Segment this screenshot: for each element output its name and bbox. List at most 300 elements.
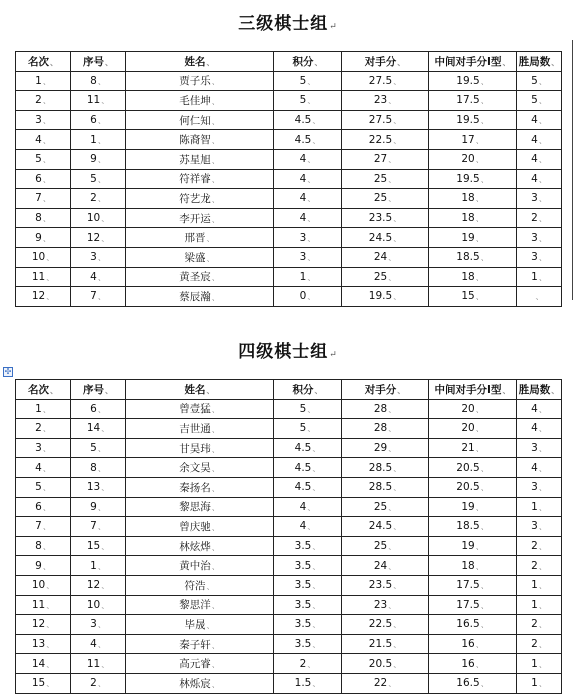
cell-mark: 、 [538, 135, 547, 145]
table-cell [342, 556, 429, 576]
table-cell [126, 458, 274, 478]
header-text: 姓名 [184, 383, 206, 396]
cell-mark: 、 [312, 135, 321, 145]
cell-mark: 、 [538, 404, 547, 414]
table-cell [429, 71, 517, 91]
cell-value: 25 [373, 500, 388, 513]
cell-value: 24 [373, 559, 388, 572]
cell-mark: 、 [97, 640, 106, 650]
cell-mark: 、 [307, 96, 316, 106]
cell-value: 1 [35, 402, 42, 415]
table-cell [71, 208, 126, 228]
cell-value: 27.5 [368, 74, 393, 87]
cell-mark: 、 [211, 483, 220, 493]
table-row [16, 615, 562, 635]
table-cell [517, 247, 562, 267]
table-cell [429, 634, 517, 654]
cell-value: 苏星旭 [179, 153, 211, 166]
table-move-handle-icon[interactable]: ✣ [4, 367, 12, 376]
cell-value: 3 [531, 481, 538, 494]
cell-mark: 、 [211, 405, 220, 415]
table-cell [342, 71, 429, 91]
header-row [16, 380, 562, 400]
table-cell [274, 208, 342, 228]
cell-value: 5 [299, 74, 307, 87]
cell-value: 黎思海 [179, 501, 211, 514]
table-cell [274, 169, 342, 189]
table-cell [342, 419, 429, 439]
table-cell [274, 110, 342, 130]
cell-value: 19 [461, 500, 475, 513]
cell-mark: 、 [42, 502, 51, 512]
cell-value: 5 [35, 481, 42, 494]
cell-value: 符艺龙 [179, 192, 211, 205]
table-cell [342, 673, 429, 693]
table-cell [342, 91, 429, 111]
cell-mark: 、 [307, 292, 316, 302]
cell-value: 4 [299, 212, 307, 225]
cell-mark: 、 [388, 561, 397, 571]
cell-value: 3 [35, 114, 42, 127]
table-cell [71, 91, 126, 111]
cell-mark: 、 [42, 522, 51, 532]
column-header [126, 380, 274, 400]
cell-mark: 、 [307, 253, 316, 263]
table-cell [16, 91, 71, 111]
cell-value: 1 [531, 500, 538, 513]
cell-mark: 、 [475, 272, 484, 282]
cell-value: 邢晋 [184, 232, 206, 245]
cell-mark: 、 [105, 57, 113, 67]
header-text: 名次 [28, 383, 49, 396]
cell-value: 2 [90, 677, 97, 690]
cell-mark: 、 [206, 385, 215, 395]
cell-value: 3 [531, 251, 538, 264]
table-cell [342, 110, 429, 130]
cell-mark: 、 [480, 76, 489, 86]
cell-value: 20 [461, 402, 475, 415]
cell-value: 18.5 [456, 520, 480, 533]
table-cell [517, 517, 562, 537]
table-cell [274, 438, 342, 458]
cell-mark: 、 [211, 542, 220, 552]
cell-mark: 、 [538, 253, 547, 263]
table-row [16, 517, 562, 537]
cell-mark: 、 [393, 522, 402, 532]
cell-mark: 、 [46, 659, 55, 669]
cell-mark: 、 [480, 600, 489, 610]
table-cell [274, 595, 342, 615]
table-cell [342, 595, 429, 615]
table-cell [342, 149, 429, 169]
cell-mark: 、 [42, 483, 51, 493]
table-cell [429, 654, 517, 674]
cell-mark: 、 [97, 272, 106, 282]
table-cell [16, 634, 71, 654]
table-cell [16, 654, 71, 674]
table-cell [274, 267, 342, 287]
cell-value: 0 [299, 290, 307, 303]
table-row [16, 438, 562, 458]
cell-mark: 、 [388, 600, 397, 610]
cell-value: 10 [31, 579, 46, 592]
table-cell [71, 110, 126, 130]
table-cell [71, 634, 126, 654]
table-cell [126, 149, 274, 169]
cell-mark: 、 [480, 253, 489, 263]
table-cell [71, 399, 126, 419]
table-cell [517, 208, 562, 228]
table-cell [71, 477, 126, 497]
table-cell [274, 634, 342, 654]
table-cell [71, 556, 126, 576]
table-row [16, 634, 562, 654]
cell-value: 16.5 [456, 677, 480, 690]
table-cell [517, 536, 562, 556]
cell-value: 21 [461, 442, 475, 455]
cell-value: 2 [531, 638, 538, 651]
table-cell [71, 615, 126, 635]
cell-value: 4 [531, 153, 538, 166]
header-text: 积分 [292, 383, 314, 396]
cell-mark: 、 [101, 581, 110, 591]
cell-mark: 、 [97, 502, 106, 512]
cell-value: 3.5 [294, 598, 312, 611]
table-cell [16, 497, 71, 517]
cell-mark: 、 [307, 233, 316, 243]
cell-mark: 、 [475, 542, 484, 552]
cell-value: 22 [373, 677, 388, 690]
cell-mark: 、 [97, 404, 106, 414]
cell-mark: 、 [211, 679, 220, 689]
cell-mark: 、 [307, 424, 316, 434]
cell-mark: 、 [475, 444, 484, 454]
table-row [16, 110, 562, 130]
cell-mark: 、 [475, 135, 484, 145]
cell-mark: 、 [475, 404, 484, 414]
table-cell [517, 575, 562, 595]
cell-value: 27 [373, 153, 388, 166]
table-cell [16, 130, 71, 150]
cell-mark: 、 [480, 463, 489, 473]
cell-mark: 、 [42, 116, 51, 126]
table-cell [429, 458, 517, 478]
cell-value: 林烁宸 [179, 677, 211, 690]
cell-value: 4 [299, 500, 307, 513]
cell-mark: 、 [42, 561, 51, 571]
cell-mark: 、 [211, 292, 220, 302]
cell-value: 17 [461, 133, 475, 146]
cell-value: 12 [86, 231, 101, 244]
table-cell [517, 267, 562, 287]
cell-mark: 、 [475, 424, 484, 434]
cell-value: 2 [531, 559, 538, 572]
table-cell [517, 149, 562, 169]
table-cell [429, 228, 517, 248]
header-text: 中间对手分Ⅰ型 [434, 55, 502, 68]
title-text: 四级棋士组 [238, 342, 329, 362]
cell-mark: 、 [538, 542, 547, 552]
cell-mark: 、 [388, 253, 397, 263]
cell-mark: 、 [101, 96, 110, 106]
table-cell [274, 517, 342, 537]
cell-mark: 、 [312, 679, 321, 689]
cell-value: 5 [531, 74, 538, 87]
table-row [16, 654, 562, 674]
table-cell [126, 615, 274, 635]
cell-value: 6 [35, 172, 42, 185]
cell-value: 2 [35, 94, 42, 107]
cell-mark: 、 [211, 77, 220, 87]
table-cell [71, 575, 126, 595]
table-cell [274, 71, 342, 91]
table-row [16, 458, 562, 478]
cell-mark: 、 [538, 444, 547, 454]
cell-mark: 、 [393, 581, 402, 591]
cell-value: 13 [31, 638, 46, 651]
cell-value: 12 [86, 579, 101, 592]
cell-value: 12 [31, 618, 46, 631]
table-cell [517, 497, 562, 517]
cell-value: 1 [531, 598, 538, 611]
cell-mark: 、 [101, 542, 110, 552]
cell-value: 4 [531, 172, 538, 185]
table-cell [16, 575, 71, 595]
table-cell [429, 287, 517, 307]
cell-mark: 、 [101, 424, 110, 434]
header-text: 对手分 [364, 55, 397, 68]
cell-mark: 、 [211, 116, 220, 126]
cell-value: 余文昊 [179, 462, 211, 475]
table-cell [342, 477, 429, 497]
cell-value: 3 [90, 618, 97, 631]
cell-mark: 、 [538, 76, 547, 86]
cell-mark: 、 [211, 562, 220, 572]
table-cell [517, 419, 562, 439]
cell-mark: 、 [42, 424, 51, 434]
column-header [126, 52, 274, 72]
table-cell [429, 149, 517, 169]
table-cell [429, 91, 517, 111]
cell-value: 19 [461, 231, 475, 244]
cell-value: 7 [35, 192, 42, 205]
table-cell [126, 91, 274, 111]
cell-value: 18.5 [456, 251, 480, 264]
cell-mark: 、 [211, 522, 220, 532]
table-cell [342, 247, 429, 267]
cell-value: 6 [90, 114, 97, 127]
cell-mark: 、 [393, 233, 402, 243]
table-cell [429, 169, 517, 189]
cell-value: 28 [373, 422, 388, 435]
table-cell [342, 169, 429, 189]
cell-value: 秦扬名 [179, 481, 211, 494]
header-text: 积分 [292, 55, 314, 68]
table-cell [126, 517, 274, 537]
table-row [16, 247, 562, 267]
table-cell [16, 419, 71, 439]
table-cell [16, 189, 71, 209]
table-cell [517, 673, 562, 693]
column-header [16, 380, 71, 400]
cell-mark: 、 [206, 234, 215, 244]
cell-value: 1 [531, 579, 538, 592]
cell-value: 16 [461, 638, 475, 651]
table-cell [274, 556, 342, 576]
table-cell [71, 287, 126, 307]
section-title-grade3 [0, 9, 576, 34]
table-cell [71, 267, 126, 287]
cell-mark: 、 [538, 600, 547, 610]
table-cell [342, 130, 429, 150]
cell-mark: 、 [42, 76, 51, 86]
table-cell [517, 654, 562, 674]
cell-mark: 、 [97, 561, 106, 571]
cell-mark: 、 [480, 116, 489, 126]
table-cell [517, 228, 562, 248]
cell-mark: 、 [388, 174, 397, 184]
cell-mark: 、 [50, 385, 58, 395]
cell-mark: 、 [475, 292, 484, 302]
cell-value: 3 [531, 192, 538, 205]
cell-mark: 、 [206, 253, 215, 263]
cell-mark: 、 [211, 503, 220, 513]
cell-value: 黄圣宸 [179, 271, 211, 284]
cell-value: 2 [531, 540, 538, 553]
table-row [16, 91, 562, 111]
cell-value: 3.5 [294, 618, 312, 631]
cell-mark: 、 [312, 581, 321, 591]
cell-mark: 、 [480, 96, 489, 106]
cell-value: 5 [299, 402, 307, 415]
cell-value: 符祥睿 [179, 173, 211, 186]
cell-mark: 、 [480, 679, 489, 689]
cell-mark: 、 [211, 444, 220, 454]
cell-mark: 、 [211, 96, 220, 106]
cell-mark: 、 [502, 57, 511, 67]
cell-value: 9 [90, 153, 97, 166]
table-cell [126, 208, 274, 228]
cell-value: 1 [531, 657, 538, 670]
page-edge-line [572, 40, 573, 300]
table-row [16, 149, 562, 169]
cell-mark: 、 [211, 601, 220, 611]
table-cell [16, 169, 71, 189]
column-header [71, 380, 126, 400]
cell-mark: 、 [46, 600, 55, 610]
table-cell [16, 228, 71, 248]
cell-value: 3 [531, 520, 538, 533]
table-cell [126, 595, 274, 615]
cell-value: 曾壹猛 [179, 403, 211, 416]
cell-mark: 、 [538, 679, 547, 689]
cell-value: 1 [35, 74, 42, 87]
table-cell [342, 497, 429, 517]
cell-value: 4 [531, 422, 538, 435]
table-cell [274, 615, 342, 635]
header-text: 名次 [28, 55, 49, 68]
cell-mark: 、 [307, 174, 316, 184]
table-cell [126, 438, 274, 458]
cell-value: 1 [531, 677, 538, 690]
cell-value: 11 [31, 270, 46, 283]
cell-mark: 、 [42, 444, 51, 454]
cell-value: 4 [35, 133, 42, 146]
cell-mark: 、 [312, 561, 321, 571]
cell-mark: 、 [211, 424, 220, 434]
cell-value: 5 [90, 442, 97, 455]
cell-value: 28.5 [368, 461, 393, 474]
cell-value: 3.5 [294, 540, 312, 553]
table-cell [342, 228, 429, 248]
cell-mark: 、 [475, 155, 484, 165]
cell-value: 黎思洋 [179, 599, 211, 612]
cell-mark: 、 [393, 292, 402, 302]
cell-mark: 、 [101, 659, 110, 669]
cell-mark: 、 [388, 96, 397, 106]
table-cell [126, 556, 274, 576]
cell-value: 29 [373, 442, 388, 455]
table-cell [71, 169, 126, 189]
table-cell [274, 228, 342, 248]
table-cell [429, 536, 517, 556]
cell-value: 1 [531, 270, 538, 283]
table-cell [71, 595, 126, 615]
cell-value: 22.5 [368, 133, 393, 146]
table-cell [126, 267, 274, 287]
cell-value: 4.5 [294, 461, 312, 474]
table-cell [126, 189, 274, 209]
cell-value: 4.5 [294, 442, 312, 455]
cell-mark: 、 [307, 404, 316, 414]
cell-value: 1 [90, 133, 97, 146]
cell-mark: 、 [211, 175, 220, 185]
cell-mark: 、 [101, 483, 110, 493]
table-cell [274, 654, 342, 674]
cell-value: 23.5 [368, 579, 393, 592]
table-cell [342, 399, 429, 419]
cell-mark: 、 [393, 640, 402, 650]
cell-mark: 、 [97, 253, 106, 263]
table-cell [126, 287, 274, 307]
cell-mark: 、 [97, 522, 106, 532]
table-cell [126, 110, 274, 130]
table-cell [16, 110, 71, 130]
cell-value: 5 [35, 153, 42, 166]
table-cell [274, 247, 342, 267]
table-cell [429, 673, 517, 693]
cell-value: 3 [35, 442, 42, 455]
header-text: 胜局数 [518, 383, 551, 396]
title-text: 三级棋士组 [238, 14, 329, 34]
header-text: 姓名 [184, 55, 206, 68]
table-cell [274, 399, 342, 419]
table-cell [71, 497, 126, 517]
cell-mark: 、 [538, 96, 547, 106]
table-cell [517, 287, 562, 307]
cell-mark: 、 [475, 233, 484, 243]
table-cell [71, 247, 126, 267]
table-cell [274, 419, 342, 439]
table-row [16, 419, 562, 439]
cell-mark: 、 [538, 620, 547, 630]
cell-value: 梁盛 [184, 251, 206, 264]
table-row [16, 169, 562, 189]
cell-mark: 、 [101, 214, 110, 224]
cell-mark: 、 [42, 194, 51, 204]
cell-value: 25 [373, 172, 388, 185]
cell-value: 28 [373, 402, 388, 415]
